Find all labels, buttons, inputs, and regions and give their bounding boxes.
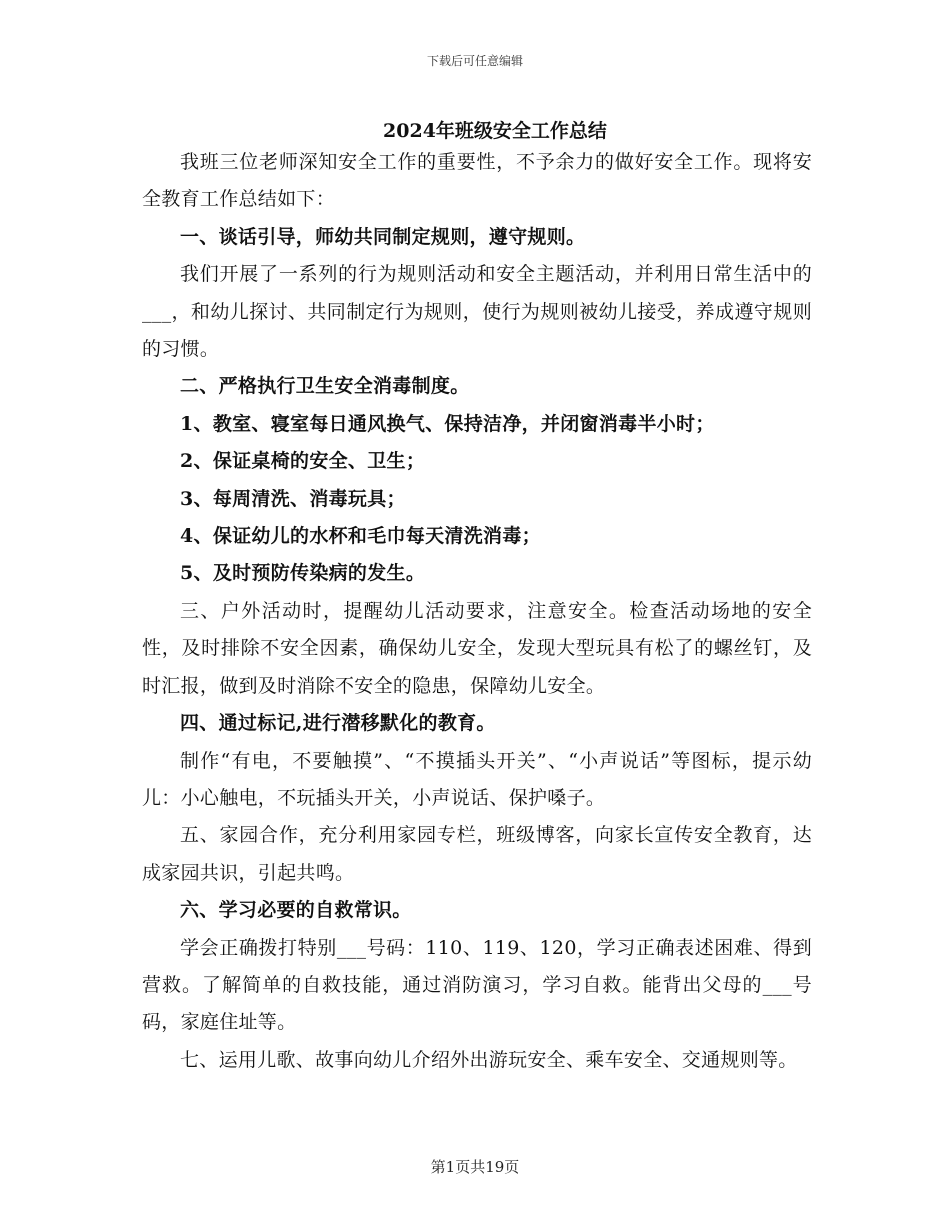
paragraph-section-5: 五、家园合作，充分利用家园专栏，班级博客，向家长宣传安全教育，达成家园共识，引起共鸣。 — [142, 824, 812, 884]
section-heading-1: 一、谈话引导，师幼共同制定规则，遵守规则。 — [180, 225, 586, 248]
list-item-1: 1、教室、寝室每日通风换气、保持洁净，并闭窗消毒半小时； — [180, 412, 715, 435]
paragraph-section-6: 学会正确拨打特别___号码：110、119、120，学习正确表述困难、得到营救。了解简单的自救技能，通过消防演习，学习自救。能背出父母的___号码，家庭住址等。 — [142, 936, 812, 1034]
document-body — [142, 144, 812, 1079]
section-heading-2: 二、严格执行卫生安全消毒制度。 — [180, 375, 470, 398]
paragraph-section-7: 七、运用儿歌、故事向幼儿介绍外出游玩安全、乘车安全、交通规则等。 — [180, 1048, 798, 1071]
section-heading-6: 六、学习必要的自救常识。 — [180, 899, 412, 922]
list-item-2: 2、保证桌椅的安全、卫生； — [180, 450, 426, 473]
paragraph-section-1: 我们开展了一系列的行为规则活动和安全主题活动，并利用日常生活中的___，和幼儿探讨、共同制定行为规则，使行为规则被幼儿接受，养成遵守规则的习惯。 — [142, 263, 812, 361]
page-number: 第1页共19页 — [430, 1158, 520, 1176]
paragraph-section-4: 制作“有电，不要触摸”、“不摸插头开关”、“小声说话”等图标，提示幼儿：小心触电，不玩插头开关，小声说话、保护嗓子。 — [142, 749, 812, 809]
header-note: 下载后可任意编辑 — [426, 54, 523, 68]
paragraph-section-3: 三、户外活动时，提醒幼儿活动要求，注意安全。检查活动场地的安全性，及时排除不安全因素，确保幼儿安全，发现大型玩具有松了的螺丝钉，及时汇报，做到及时消除不安全的隐患，保障幼儿安全。 — [142, 599, 812, 697]
paragraph-intro: 我班三位老师深知安全工作的重要性，不予余力的做好安全工作。现将安全教育工作总结如下： — [142, 151, 812, 211]
list-item-3: 3、每周清洗、消毒玩具； — [180, 487, 406, 510]
section-heading-4: 四、通过标记,进行潜移默化的教育。 — [180, 712, 496, 735]
list-item-5: 5、及时预防传染病的发生。 — [180, 562, 426, 585]
document-title: 2024年班级安全工作总结 — [383, 120, 607, 142]
list-item-4: 4、保证幼儿的水杯和毛巾每天清洗消毒； — [180, 525, 541, 548]
